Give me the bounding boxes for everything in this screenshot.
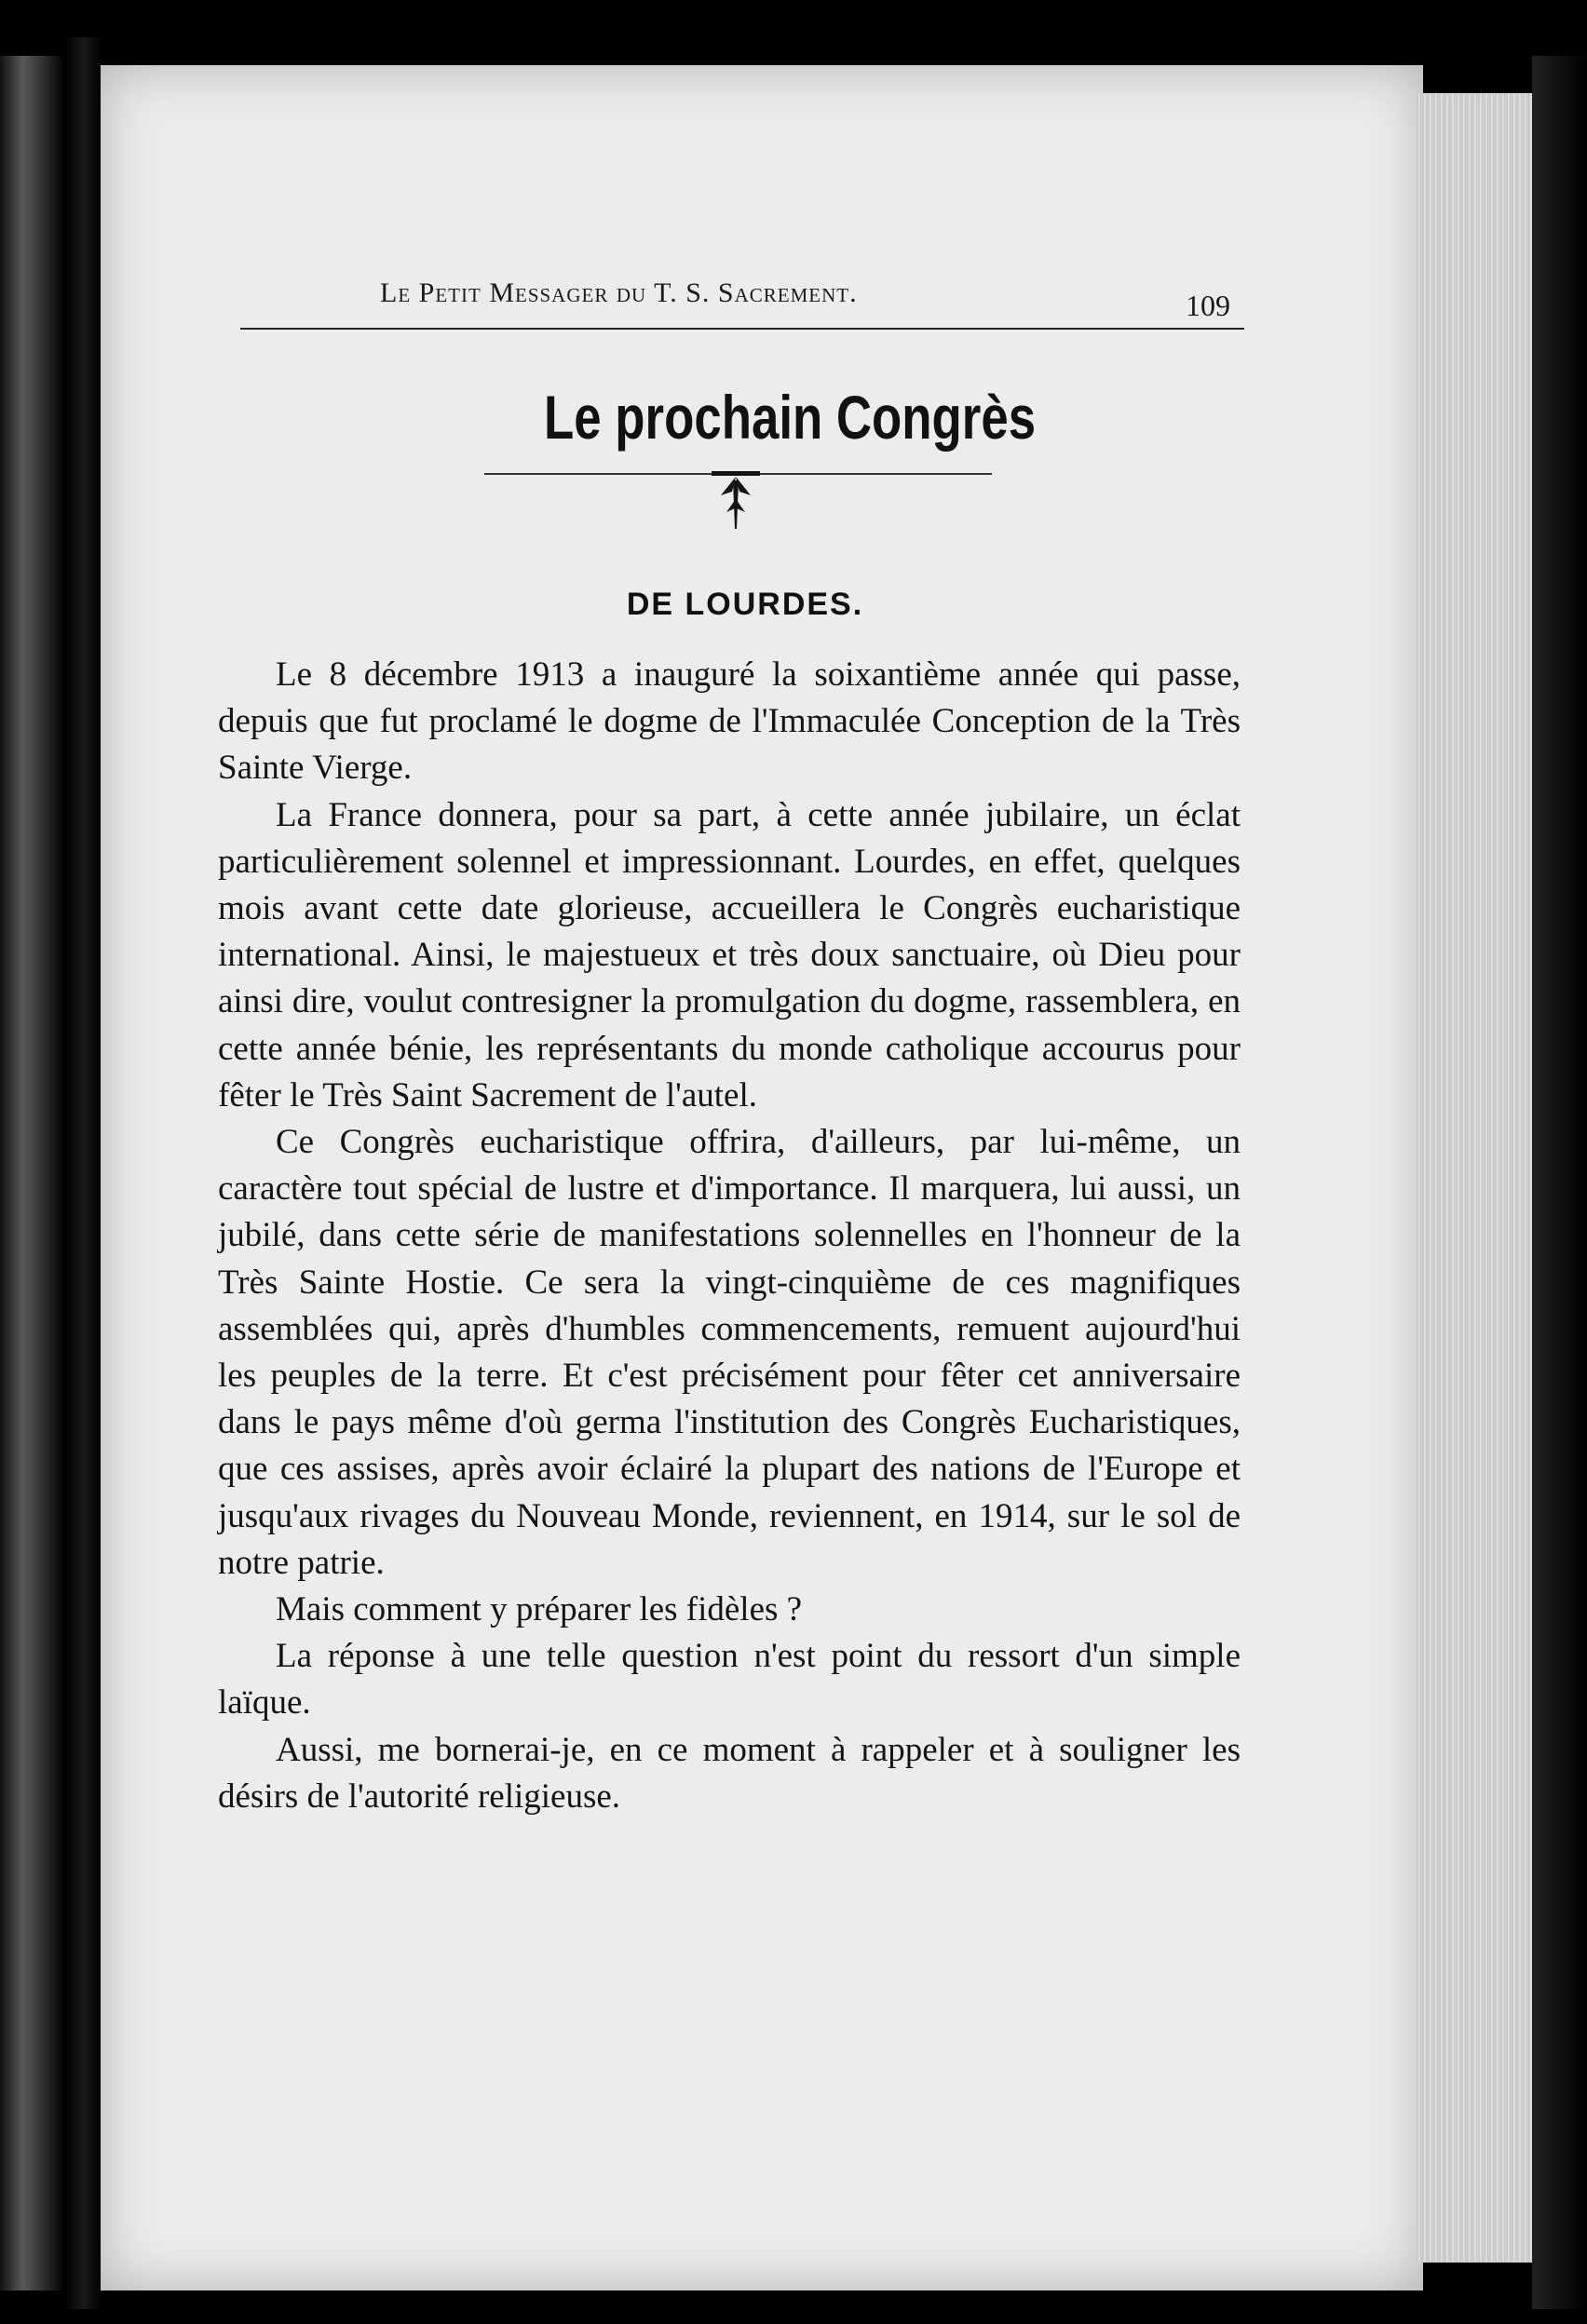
article-body bbox=[218, 652, 1241, 1820]
page-number: 109 bbox=[1186, 289, 1230, 322]
running-head: Le Petit Messager du T. S. Sacrement. bbox=[380, 277, 858, 308]
paragraph: Mais comment y préparer les fidèles ? bbox=[276, 1590, 803, 1629]
paragraph: La réponse à une telle question n'est point du ressort d'un simple laïque. bbox=[218, 1637, 1241, 1723]
paragraph: Le 8 décembre 1913 a inauguré la soixantième année qui passe, depuis que fut proclamé le dogme de l'Immaculée Conception de la Très Sainte Vierge. bbox=[218, 655, 1241, 788]
book-gutter bbox=[65, 37, 102, 2309]
left-page-edge bbox=[0, 56, 65, 2290]
page-edges bbox=[1416, 93, 1532, 2263]
paragraph: Aussi, me bornerai-je, en ce moment à rappeler et à souligner les désirs de l'autorité religieuse. bbox=[218, 1730, 1241, 1816]
paragraph: La France donnera, pour sa part, à cette année jubilaire, un éclat particulièrement solennel et impressionnant. Lourdes, en effet, quelques mois avant cette date glorieuse, accueillera le Congrès eucharistique international. Ainsi, le majestueux et très doux sanctuaire, où Dieu pour ainsi dire, voulut contresigner la promulgation du dogme, rassemblera, en cette année bénie, les représentants du monde catholique accourus pour fêter le Très Saint Sacrement de l'autel. bbox=[218, 795, 1241, 1115]
right-shadow bbox=[1532, 56, 1587, 2309]
article-subtitle: DE LOURDES. bbox=[626, 587, 864, 622]
fleuron-ornament-icon bbox=[708, 462, 764, 536]
header-rule bbox=[240, 328, 1244, 330]
paragraph: Ce Congrès eucharistique offrira, d'ailleurs, par lui-même, un caractère tout spécial de lustre et d'importance. Il marquera, lui aussi, un jubilé, dans cette série de manifestations solennelles en l'honneur de la Très Sainte Hostie. Ce sera la vingt-cinquième de ces magnifiques assemblées qui, après d'humbles commencements, remuent aujourd'hui les peuples de la terre. Et c'est précisément pour fêter cet anniversaire dans le pays même d'où germa l'institution des Congrès Eucharistiques, que ces assises, après avoir éclairé la plupart des nations de l'Europe et jusqu'aux rivages du Nouveau Monde, reviennent, en 1914, sur le sol de notre patrie. bbox=[218, 1123, 1241, 1582]
article-title: Le prochain Congrès bbox=[544, 383, 1037, 452]
